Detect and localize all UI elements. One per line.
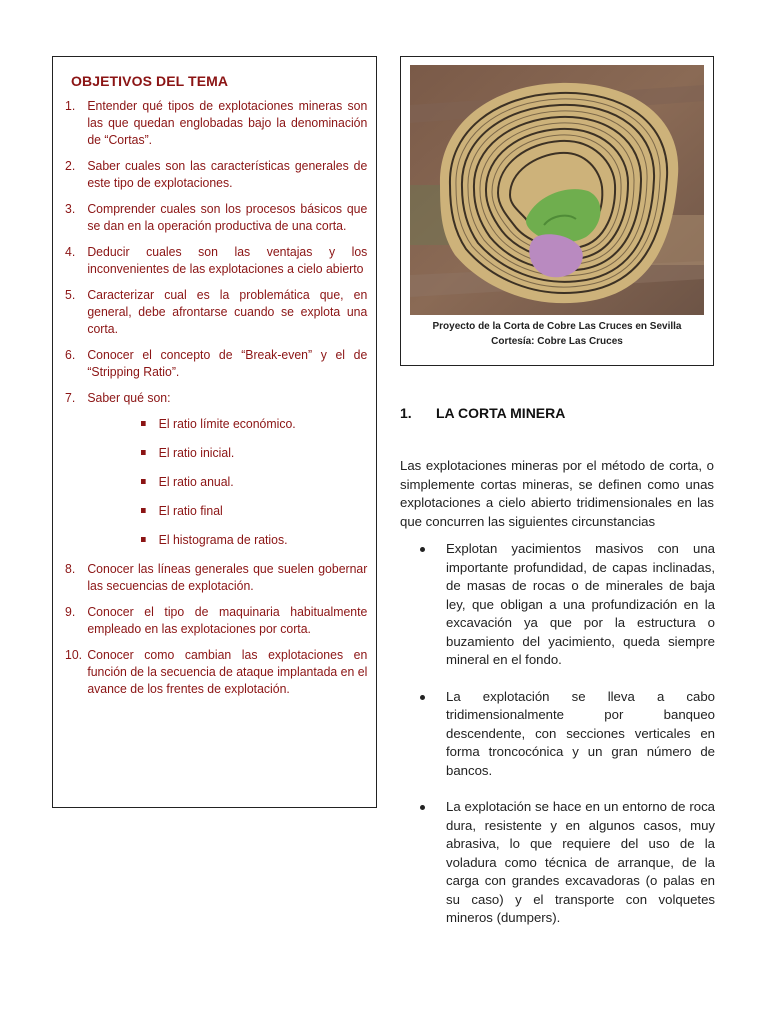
caption-line-2: Cortesía: Cobre Las Cruces [491, 336, 623, 347]
open-pit-mine-image [410, 65, 704, 315]
sublist-item-text: El ratio inicial. [158, 445, 235, 460]
bullet-dot-icon [420, 805, 425, 810]
objective-number: 4. [65, 244, 76, 259]
objective-number: 2. [65, 158, 76, 173]
list-item [420, 540, 715, 670]
objective-number: 1. [65, 98, 76, 113]
ratio-sublist [65, 415, 366, 548]
objective-item [65, 646, 367, 697]
caption-line-1: Proyecto de la Corta de Cobre Las Cruces en Sevilla [432, 321, 682, 332]
objective-text: Conocer el concepto de “Break-even” y el de “Stripping Ratio”. [87, 347, 368, 379]
objective-item [65, 603, 367, 637]
sublist-item-text: El ratio límite económico. [158, 416, 296, 431]
objective-item [65, 560, 367, 594]
list-item [420, 688, 715, 781]
objective-item [65, 97, 367, 148]
square-bullet-icon [141, 450, 146, 455]
objective-item [65, 243, 367, 277]
sublist-item [141, 531, 350, 548]
objective-item [65, 346, 367, 380]
square-bullet-icon [141, 508, 146, 513]
objectives-list [65, 97, 366, 406]
objective-text: Conocer como cambian las explotaciones en función de la secuencia de ataque implantada en el avance de los frentes de explotación. [87, 647, 368, 696]
objective-text: Entender qué tipos de explotaciones mineras son las que quedan englobadas bajo la denominación de “Cortas”. [87, 98, 368, 147]
figure-caption [410, 319, 704, 349]
sublist-item [141, 415, 350, 432]
square-bullet-icon [141, 421, 146, 426]
circumstances-list [420, 540, 715, 946]
objective-item [65, 286, 367, 337]
objective-text: Saber cuales son las características generales de este tipo de explotaciones. [87, 158, 368, 190]
sublist-item-text: El histograma de ratios. [158, 532, 288, 547]
objective-item [65, 389, 367, 406]
objective-number: 10. [65, 647, 83, 662]
sublist-item [141, 473, 350, 490]
objective-text: Comprender cuales son los procesos básicos que se dan en la operación productiva de una corta. [87, 201, 368, 233]
objectives-title: OBJETIVOS DEL TEMA [71, 73, 229, 89]
objective-number: 7. [65, 390, 76, 405]
bullet-dot-icon [420, 695, 425, 700]
bullet-dot-icon [420, 547, 425, 552]
objective-number: 9. [65, 604, 76, 619]
list-item-text: La explotación se lleva a cabo tridimensionalmente por banqueo descendente, con secciones verticales en forma troncocónica y un gran número de bancos. [446, 688, 715, 778]
objectives-box [52, 56, 377, 808]
section-title: LA CORTA MINERA [436, 405, 566, 421]
intro-paragraph: Las explotaciones mineras por el método de corta, o simplemente cortas mineras, se definen como unas explotaciones a cielo abierto tridimensionales en las que concurren las siguientes circunstancias [400, 458, 714, 529]
objectives-list-continued [65, 560, 366, 697]
objective-number: 8. [65, 561, 76, 576]
objective-number: 6. [65, 347, 76, 362]
objective-number: 5. [65, 287, 76, 302]
square-bullet-icon [141, 479, 146, 484]
figure-box [400, 56, 714, 366]
list-item [420, 798, 715, 928]
objective-text: Saber qué son: [87, 390, 171, 405]
list-item-text: La explotación se hace en un entorno de roca dura, resistente y en algunos casos, muy abrasiva, lo que requiere del uso de la voladura como técnica de arranque, de la carga con grandes excavadoras (o palas en su caso) y el transporte con volquetes mineros (dumpers). [446, 799, 715, 925]
section-number: 1. [400, 405, 412, 421]
objective-text: Caracterizar cual es la problemática que, en general, debe afrontarse cuando se explota una corta. [87, 287, 368, 336]
square-bullet-icon [141, 537, 146, 542]
objective-item [65, 200, 367, 234]
objective-item [65, 157, 367, 191]
list-item-text: Explotan yacimientos masivos con una importante profundidad, de capas inclinadas, de masas de rocas o de minerales de baja ley, que obligan a una profundización en la excavación ya que por la estructura o buzamiento del yacimiento, queda siempre mineral en el fondo. [446, 541, 715, 667]
section-heading [400, 405, 565, 421]
sublist-item [141, 444, 350, 461]
objective-number: 3. [65, 201, 76, 216]
sublist-item-text: El ratio anual. [158, 474, 234, 489]
objective-text: Conocer el tipo de maquinaria habitualmente empleado en las explotaciones por corta. [87, 604, 368, 636]
sublist-item [141, 502, 350, 519]
objective-text: Conocer las líneas generales que suelen gobernar las secuencias de explotación. [87, 561, 368, 593]
objective-text: Deducir cuales son las ventajas y los inconvenientes de las explotaciones a cielo abierto [87, 244, 368, 276]
sublist-item-text: El ratio final [158, 503, 223, 518]
